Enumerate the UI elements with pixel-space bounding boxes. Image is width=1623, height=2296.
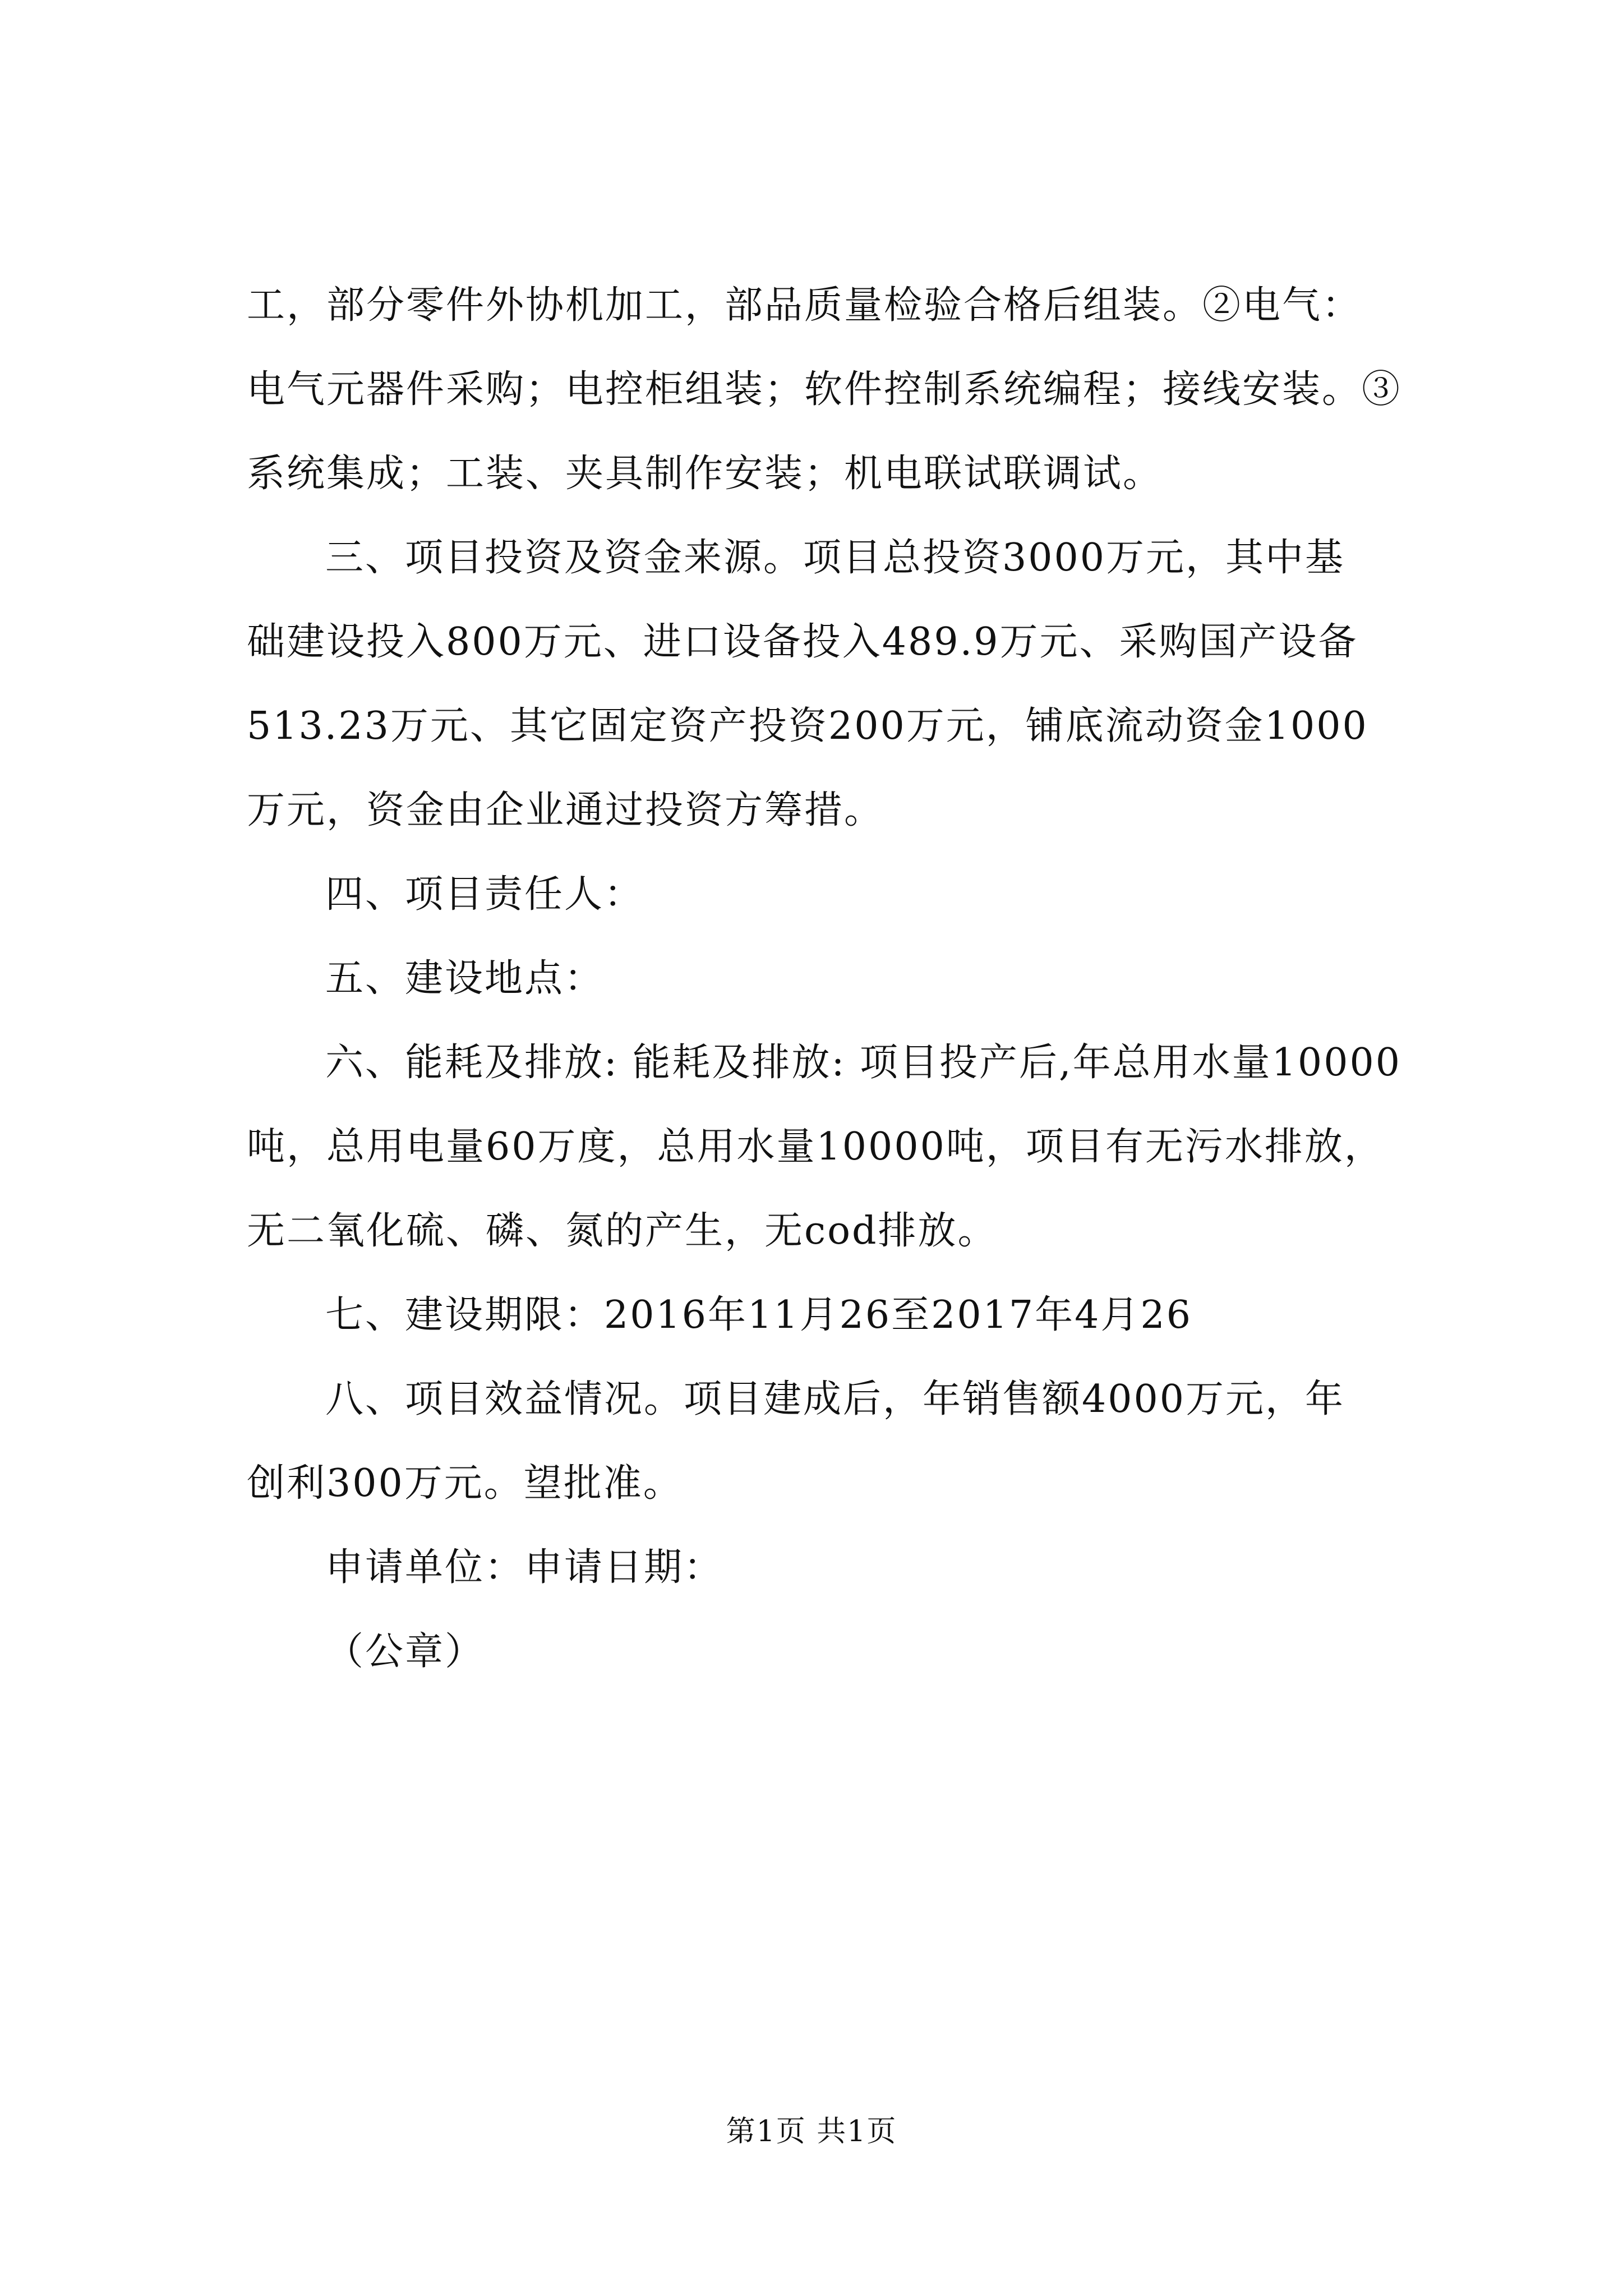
section-6-energy-emissions: 六、能耗及排放: 能耗及排放: 项目投产后,年总用水量10000 — [325, 1041, 1401, 1085]
body-line: 万元，资金由企业通过投资方筹措。 — [247, 788, 884, 832]
body-line: 吨，总用电量60万度，总用水量10000吨，项目有无污水排放， — [247, 1125, 1384, 1169]
body-line: 创利300万元。望批准。 — [247, 1461, 683, 1506]
section-5-location: 五、建设地点： — [325, 956, 605, 1001]
body-line: 无二氧化硫、磷、氮的产生，无cod排放。 — [247, 1209, 998, 1253]
applicant-signature-line: 申请单位：申请日期： — [325, 1545, 724, 1590]
page-number-footer: 第1页 共1页 — [726, 2115, 897, 2148]
document-body — [247, 264, 1424, 1694]
body-line: 513.23万元、其它固定资产投资200万元，铺底流动资金1000 — [247, 704, 1368, 748]
section-4-responsible-person: 四、项目责任人： — [325, 872, 644, 917]
section-3-investment: 三、项目投资及资金来源。项目总投资3000万元，其中基 — [325, 536, 1345, 580]
section-8-benefits: 八、项目效益情况。项目建成后，年销售额4000万元，年 — [325, 1377, 1345, 1421]
body-line: 系统集成；工装、夹具制作安装；机电联试联调试。 — [247, 452, 1163, 496]
body-line: 工，部分零件外协机加工，部品质量检验合格后组装。②电气： — [247, 283, 1362, 328]
official-seal-label: （公章） — [325, 1630, 485, 1674]
section-7-construction-period: 七、建设期限：2016年11月26至2017年4月26 — [325, 1293, 1192, 1337]
body-line: 础建设投入800万元、进口设备投入489.9万元、采购国产设备 — [247, 620, 1358, 664]
body-line: 电气元器件采购；电控柜组装；软件控制系统编程；接线安装。③ — [247, 367, 1402, 412]
